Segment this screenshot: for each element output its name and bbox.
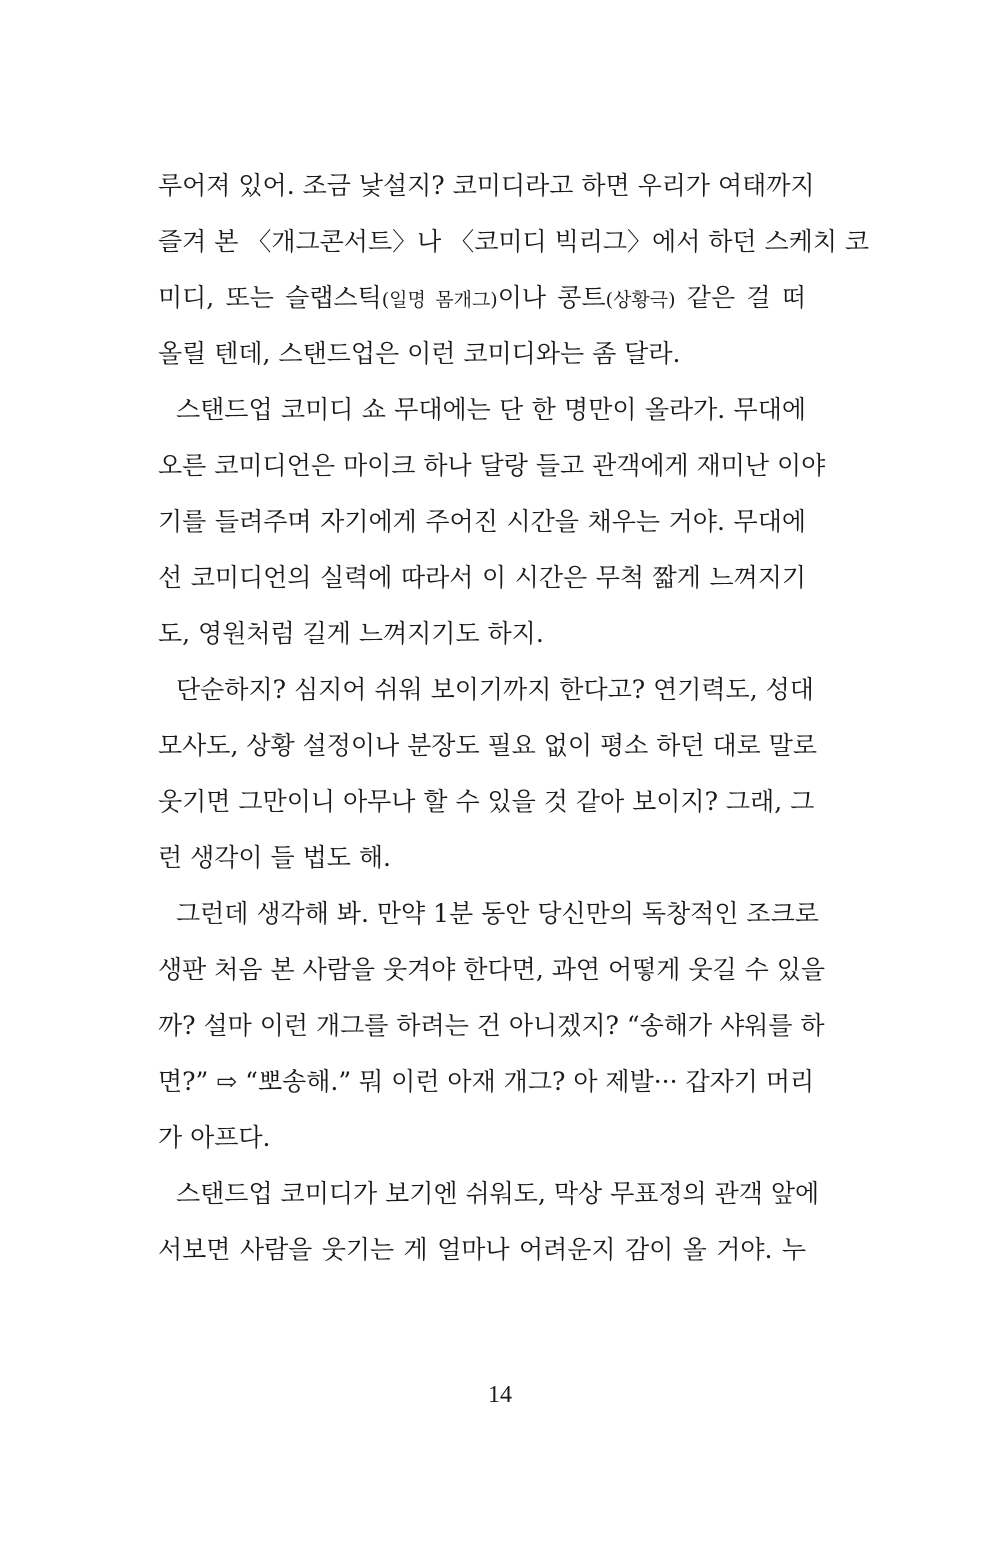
text-line: 모사도, 상황 설정이나 분장도 필요 없이 평소 하던 대로 말로 — [158, 731, 818, 760]
text-line: 루어져 있어. 조금 낯설지? 코미디라고 하면 우리가 여태까지 — [158, 171, 815, 200]
page-number: 14 — [488, 1382, 512, 1408]
text-line: 웃기면 그만이니 아무나 할 수 있을 것 같아 보이지? 그래, 그 — [158, 787, 815, 816]
text-run: 미디, 또는 슬랩스틱 — [158, 283, 382, 312]
text-run: 같은 걸 떠 — [675, 283, 806, 312]
paragraph-first-line: 그런데 생각해 봐. 만약 1분 동안 당신만의 독창적인 조크로 — [176, 899, 819, 928]
paragraph-first-line: 스탠드업 코미디가 보기엔 쉬워도, 막상 무표정의 관객 앞에 — [176, 1179, 820, 1208]
text-line: 올릴 텐데, 스탠드업은 이런 코미디와는 좀 달라. — [158, 339, 681, 368]
text-line — [158, 273, 806, 329]
parenthetical-note: (일명 몸개그) — [381, 289, 498, 311]
text-line: 도, 영원처럼 길게 느껴지기도 하지. — [158, 619, 544, 648]
text-run: 이나 콩트 — [497, 283, 606, 312]
text-line: 생판 처음 본 사람을 웃겨야 한다면, 과연 어떻게 웃길 수 있을 — [158, 955, 826, 984]
text-line: 까? 설마 이런 개그를 하려는 건 아니겠지? “송해가 샤워를 하 — [158, 1011, 825, 1040]
text-line: 면?” ⇨ “뽀송해.” 뭐 이런 아재 개그? 아 제발··· 갑자기 머리 — [158, 1067, 815, 1096]
text-line: 가 아프다. — [158, 1123, 271, 1152]
text-line: 선 코미디언의 실력에 따라서 이 시간은 무척 짧게 느껴지기 — [158, 563, 806, 592]
paragraph-first-line: 스탠드업 코미디 쇼 무대에는 단 한 명만이 올라가. 무대에 — [176, 395, 806, 424]
text-line: 즐겨 본 〈개그콘서트〉나 〈코미디 빅리그〉에서 하던 스케치 코 — [158, 227, 870, 256]
text-line: 서보면 사람을 웃기는 게 얼마나 어려운지 감이 올 거야. 누 — [158, 1235, 806, 1264]
body-text — [158, 161, 870, 1281]
text-line: 오른 코미디언은 마이크 하나 달랑 들고 관객에게 재미난 이야 — [158, 451, 826, 480]
text-line: 기를 들려주며 자기에게 주어진 시간을 채우는 거야. 무대에 — [158, 507, 806, 536]
paragraph-first-line: 단순하지? 심지어 쉬워 보이기까지 한다고? 연기력도, 성대 — [176, 675, 814, 704]
text-line: 런 생각이 들 법도 해. — [158, 843, 391, 872]
parenthetical-note: (상황극) — [605, 289, 676, 311]
